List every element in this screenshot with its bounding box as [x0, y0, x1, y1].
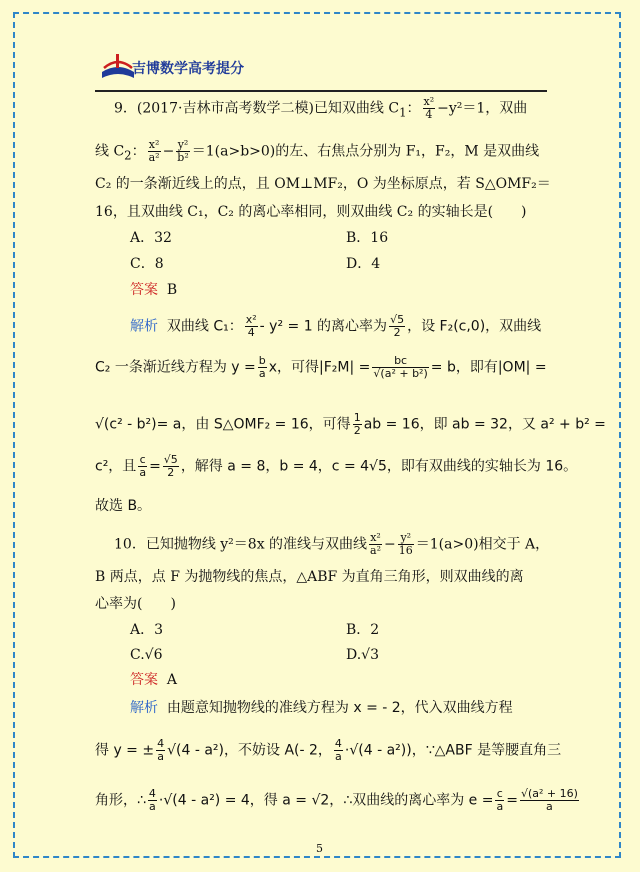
- q9-option-c: C．8: [130, 256, 164, 272]
- q9-solution-line1: 解析 双曲线 C₁： $\frac{\text{x²}}{4}$ - y² = 1 的离心率为 $\frac{√5}{2}$ ，设 F₂(c,0)，双曲线: [130, 313, 542, 339]
- q10-answer: 答案 A: [130, 672, 178, 688]
- q9-option-b: B．16: [346, 230, 389, 246]
- logo-text: 吉博数学高考提分: [132, 61, 244, 77]
- q9-stem-line4: 16，且双曲线 C₁，C₂ 的离心率相同，则双曲线 C₂ 的实轴长是( ): [95, 204, 527, 220]
- header-rule: [95, 90, 547, 92]
- q10-solution-line1: 解析 由题意知抛物线的准线方程为 x = - 2，代入双曲线方程: [130, 700, 513, 716]
- q9-stem-line1: 9．(2017·吉林市高考数学二模)已知双曲线 $C_1$： $\frac{\text{x²}}{4}$ −y²＝1，双曲: [114, 95, 528, 121]
- q9-option-d: D．4: [346, 256, 381, 272]
- q9-option-a: A．32: [130, 230, 172, 246]
- q9-solution-line3: √(c² - b²)= a，由 S△OMF₂ = 16，可得 $\frac{1}{2}$ ab = 16，即 ab = 32，又 a² + b² =: [95, 411, 606, 437]
- q10-option-b: B．2: [346, 622, 380, 638]
- q9-solution-line2: C₂ 一条渐近线方程为 y = $\frac{b}{a}$ x，可得|F₂M| = $\frac{bc}{\text{√(a² + b²)}}$ = b，即有|OM| =: [95, 354, 547, 380]
- q10-stem-line2: B 两点，点 F 为抛物线的焦点，△ABF 为直角三角形，则双曲线的离: [95, 569, 524, 585]
- q10-option-d: D.√3: [346, 647, 380, 663]
- q10-stem-line3: 心率为( ): [95, 596, 176, 612]
- q9-solution-line5: 故选 B。: [95, 498, 152, 514]
- q9-stem-line2: 线 $C_2$： $\frac{\text{x²}}{\text{a²}}$ − $\frac{\text{y²}}{\text{b²}}$ ＝1(a>b>0)的左、右焦点分别为 F₁，F₂，M 是双曲线: [95, 138, 540, 164]
- q9-solution-line4: c²，且 $\frac{c}{a}$ = $\frac{√5}{2}$ ，解得 a = 8，b = 4，c = 4√5，即有双曲线的实轴长为 16。: [95, 453, 578, 479]
- q10-option-a: A．3: [130, 622, 164, 638]
- page-number: 5: [316, 842, 323, 855]
- q10-solution-line3: 角形，∴ $\frac{4}{a}$ ·√(4 - a²) = 4，得 a = √2，∴双曲线的离心率为 e = $\frac{c}{a}$ = $\frac{\text{√(a² + 16)}}{a}$: [95, 787, 578, 813]
- q10-solution-line2: 得 y = ± $\frac{4}{a}$ √(4 - a²)，不妨设 A(- 2， $\frac{4}{a}$ ·√(4 - a²))，∵△ABF 是等腰直角三: [95, 737, 562, 763]
- q10-option-c: C.√6: [130, 647, 163, 663]
- q9-answer: 答案 B: [130, 282, 178, 298]
- q9-stem-line3: C₂ 的一条渐近线上的点，且 OM⊥MF₂，O 为坐标原点，若 S△OMF₂＝: [95, 176, 551, 192]
- q10-stem-line1: 10．已知抛物线 y²＝8x 的准线与双曲线 $\frac{\text{x²}}{\text{a²}}$ − $\frac{\text{y²}}{16}$ ＝1(a>0)相交于 A，: [114, 531, 550, 557]
